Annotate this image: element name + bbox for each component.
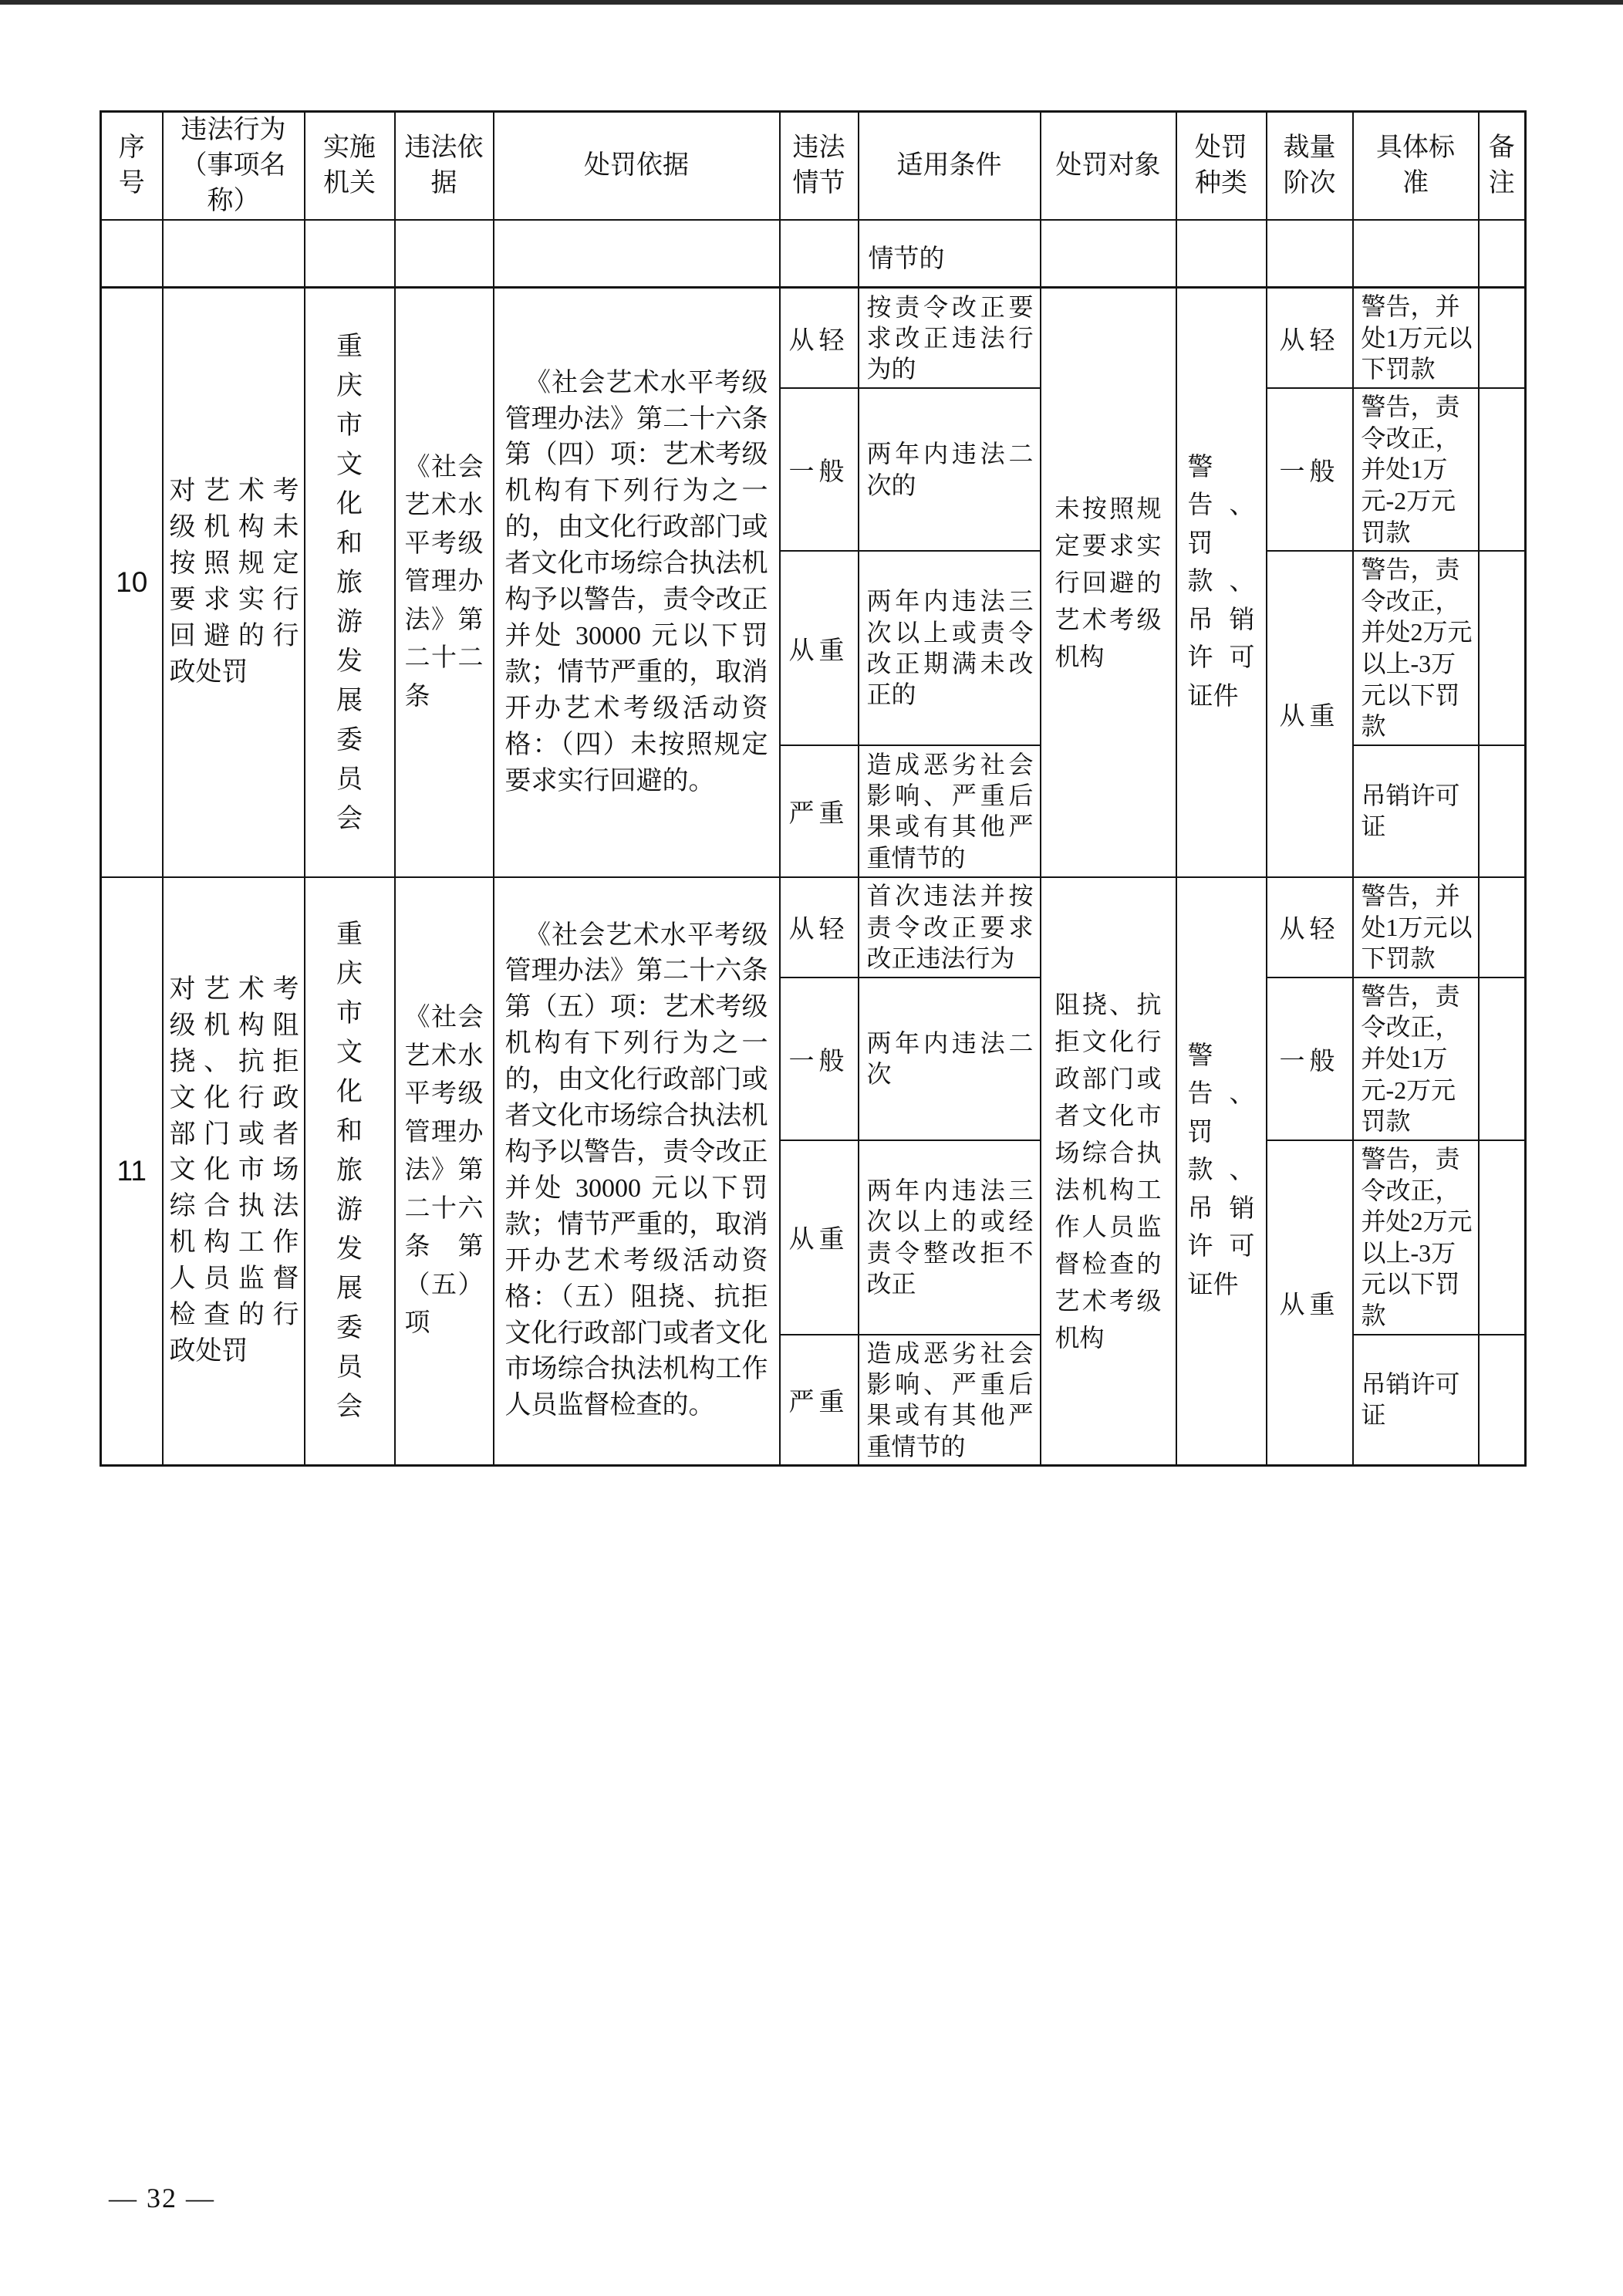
stage-cell: 一般 — [1267, 388, 1353, 551]
stage-cell: 从重 — [1267, 1140, 1353, 1466]
circumstance-cell: 严重 — [780, 1335, 859, 1466]
note-cell — [1479, 745, 1526, 877]
standard-cell: 警告，责令改正，并处1万元-2万元罚款 — [1353, 977, 1479, 1140]
header-agency: 实施机关 — [305, 112, 395, 220]
standard-cell: 警告，并处1万元以下罚款 — [1353, 877, 1479, 977]
header-stage: 裁量阶次 — [1267, 112, 1353, 220]
header-seq: 序号 — [101, 112, 163, 220]
penalty-discretion-table — [100, 110, 1527, 1467]
carry-violation-basis-cell — [395, 220, 494, 288]
note-cell — [1479, 1335, 1526, 1466]
header-penalty-basis: 处罚依据 — [494, 112, 780, 220]
stage-cell: 从重 — [1267, 551, 1353, 877]
carry-circumstance-cell — [780, 220, 859, 288]
standard-cell: 警告，责令改正，并处2万元以上-3万元以下罚款 — [1353, 1140, 1479, 1335]
penalty-basis-cell: 《社会艺术水平考级管理办法》第二十六条第（五）项：艺术考级机构有下列行为之一的，由文化行政部门或者文化市场综合执法机构予以警告，责令改正并处 30000 元以下罚款；情节严重的，取消开办艺术考级活动资格：（五）阻挠、抗拒文化行政部门或者文化市场综合执法机构工作人员监督检查的。 — [494, 877, 780, 1466]
carry-penalty-basis-cell — [494, 220, 780, 288]
penalty-basis-cell: 《社会艺术水平考级管理办法》第二十六条第（四）项：艺术考级机构有下列行为之一的，由文化行政部门或者文化市场综合执法机构予以警告，责令改正并处 30000 元以下罚款；情节严重的，取消开办艺术考级活动资格：（四）未按照规定要求实行回避的。 — [494, 288, 780, 877]
page-number: — 32 — — [109, 2183, 215, 2213]
standard-cell: 警告，并处1万元以下罚款 — [1353, 288, 1479, 388]
carry-condition-cell: 情节的 — [859, 220, 1041, 288]
scan-edge-artifact — [0, 0, 1623, 5]
table-row — [101, 288, 1526, 388]
table-row — [101, 877, 1526, 977]
seq-cell: 10 — [101, 288, 163, 877]
condition-cell: 两年内违法二次的 — [859, 388, 1041, 551]
violation-basis-cell: 《社会艺术水平考级管理办法》第二十六条第（五）项 — [395, 877, 494, 1466]
table-header — [101, 112, 1526, 220]
stage-cell: 一般 — [1267, 977, 1353, 1140]
note-cell — [1479, 877, 1526, 977]
carry-note-cell — [1479, 220, 1526, 288]
condition-cell: 两年内违法二次 — [859, 977, 1041, 1140]
carry-seq-cell — [101, 220, 163, 288]
header-circumstance: 违法情节 — [780, 112, 859, 220]
standard-cell: 警告，责令改正，并处2万元以上-3万元以下罚款 — [1353, 551, 1479, 745]
stage-cell: 从轻 — [1267, 877, 1353, 977]
header-violation-basis: 违法依据 — [395, 112, 494, 220]
circumstance-cell: 从轻 — [780, 288, 859, 388]
standard-cell: 吊销许可证 — [1353, 1335, 1479, 1466]
condition-cell: 两年内违法三次以上或责令改正期满未改正的 — [859, 551, 1041, 745]
circumstance-cell: 严重 — [780, 745, 859, 877]
header-standard: 具体标准 — [1353, 112, 1479, 220]
note-cell — [1479, 388, 1526, 551]
standard-cell: 警告，责令改正，并处1万元-2万元罚款 — [1353, 388, 1479, 551]
carry-stage-cell — [1267, 220, 1353, 288]
condition-cell: 造成恶劣社会影响、严重后果或有其他严重情节的 — [859, 1335, 1041, 1466]
behavior-cell: 对艺术考级机构未按照规定要求实行回避的行政处罚 — [163, 288, 305, 877]
penalty-type-cell: 警告、罚款、吊销许可证件 — [1176, 288, 1267, 877]
header-penalty-object: 处罚对象 — [1041, 112, 1176, 220]
stage-cell: 从轻 — [1267, 288, 1353, 388]
circumstance-cell: 从重 — [780, 1140, 859, 1335]
circumstance-cell: 从轻 — [780, 877, 859, 977]
carry-penalty-object-cell — [1041, 220, 1176, 288]
carry-behavior-cell — [163, 220, 305, 288]
circumstance-cell: 一般 — [780, 388, 859, 551]
agency-cell: 重庆市文化和旅游发展委员会 — [305, 877, 395, 1466]
condition-cell: 首次违法并按责令改正要求改正违法行为 — [859, 877, 1041, 977]
carryover-row — [101, 220, 1526, 288]
penalty-object-cell: 未按照规定要求实行回避的艺术考级机构 — [1041, 288, 1176, 877]
condition-cell: 两年内违法三次以上的或经责令整改拒不改正 — [859, 1140, 1041, 1335]
header-behavior: 违法行为（事项名称） — [163, 112, 305, 220]
circumstance-cell: 从重 — [780, 551, 859, 745]
note-cell — [1479, 288, 1526, 388]
note-cell — [1479, 977, 1526, 1140]
condition-cell: 造成恶劣社会影响、严重后果或有其他严重情节的 — [859, 745, 1041, 877]
violation-basis-cell: 《社会艺术水平考级管理办法》第二十二条 — [395, 288, 494, 877]
circumstance-cell: 一般 — [780, 977, 859, 1140]
penalty-type-cell: 警告、罚款、吊销许可证件 — [1176, 877, 1267, 1466]
header-penalty-type: 处罚种类 — [1176, 112, 1267, 220]
header-note: 备注 — [1479, 112, 1526, 220]
carry-standard-cell — [1353, 220, 1479, 288]
note-cell — [1479, 551, 1526, 745]
penalty-object-cell: 阻挠、抗拒文化行政部门或者文化市场综合执法机构工作人员监督检查的艺术考级机构 — [1041, 877, 1176, 1466]
seq-cell: 11 — [101, 877, 163, 1466]
agency-cell: 重庆市文化和旅游发展委员会 — [305, 288, 395, 877]
note-cell — [1479, 1140, 1526, 1335]
header-condition: 适用条件 — [859, 112, 1041, 220]
condition-cell: 按责令改正要求改正违法行为的 — [859, 288, 1041, 388]
carry-penalty-type-cell — [1176, 220, 1267, 288]
behavior-cell: 对艺术考级机构阻挠、抗拒文化行政部门或者文化市场综合执法机构工作人员监督检查的行政处罚 — [163, 877, 305, 1466]
standard-cell: 吊销许可证 — [1353, 745, 1479, 877]
carry-agency-cell — [305, 220, 395, 288]
